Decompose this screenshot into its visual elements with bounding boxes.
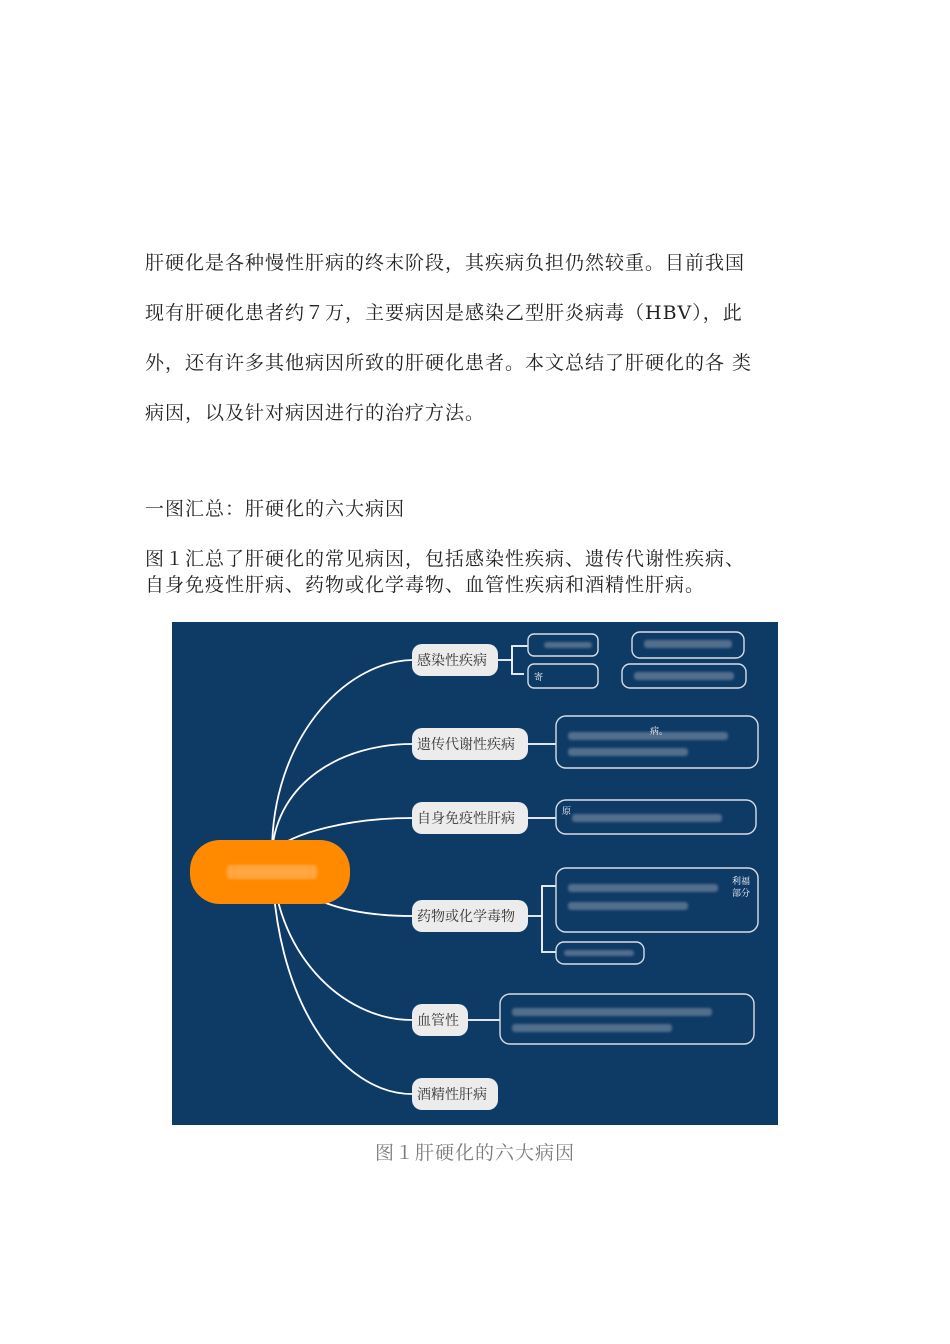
branch-label: 遗传代谢性疾病 — [417, 737, 515, 753]
figure-caption: 图１肝硬化的六大病因 — [374, 1142, 575, 1164]
sub-node-fragment: 寄 — [534, 673, 544, 683]
summary-paragraph — [145, 546, 805, 598]
summary-line: 自身免疫性肝病、药物或化学毒物、血管性疾病和酒精性肝病。 — [145, 574, 706, 596]
sub-node-outlines — [500, 632, 758, 1044]
intro-paragraph — [145, 238, 805, 438]
branch-label: 药物或化学毒物 — [417, 909, 515, 925]
branch-label: 自身免疫性肝病 — [417, 811, 515, 827]
branch-label: 血管性 — [417, 1013, 459, 1029]
intro-line: 现有肝硬化患者约７万，主要病因是感染乙型肝炎病毒（HBV），此 — [145, 302, 743, 324]
center-node-label-blurred — [227, 865, 317, 879]
branch-node — [412, 644, 498, 676]
branch-node — [412, 728, 528, 760]
mindmap-figure — [172, 622, 778, 1125]
branch-label: 感染性疾病 — [417, 653, 487, 669]
branch-node — [412, 802, 528, 834]
sub-node-fragment: 病。 — [650, 727, 669, 737]
branch-node — [412, 900, 528, 932]
intro-line: 肝硬化是各种慢性肝病的终末阶段，其疾病负担仍然较重。目前我国 — [145, 252, 746, 274]
intro-line: 病因，以及针对病因进行的治疗方法。 — [145, 402, 486, 424]
sub-node-fragment: 利福 — [732, 877, 751, 887]
sub-node-fragment: 部分 — [732, 889, 751, 899]
branch-node — [412, 1078, 498, 1110]
sub-node-fragment: 原 — [562, 807, 572, 817]
branch-label: 酒精性肝病 — [417, 1087, 487, 1103]
mindmap-svg — [172, 622, 778, 1125]
sub-node-blurred-text — [512, 640, 734, 1032]
intro-line: 外，还有许多其他病因所致的肝硬化患者。本文总结了肝硬化的各 类 — [145, 352, 753, 374]
branch-node — [412, 1004, 468, 1036]
summary-line: 图１汇总了肝硬化的常见病因，包括感染性疾病、遗传代谢性疾病、 — [145, 548, 746, 570]
section-heading: 一图汇总：肝硬化的六大病因 — [145, 498, 406, 520]
